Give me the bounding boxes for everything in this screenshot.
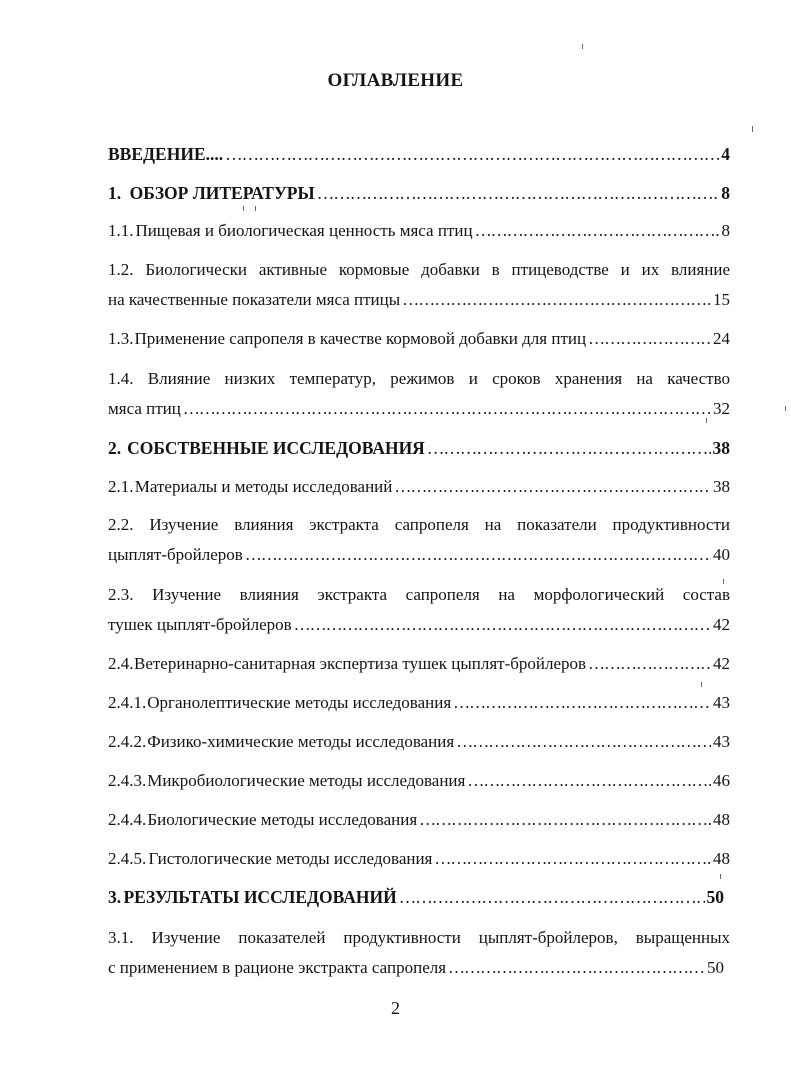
dot-leader: [434, 846, 711, 872]
toc-entry-page: 32: [713, 399, 730, 418]
toc-entry-page: 50: [706, 887, 724, 907]
toc-entry-2-4-4: [108, 807, 730, 833]
toc-entry-text: Изучение влияния экстракта сапропеля на морфологический состав: [152, 585, 731, 604]
dot-leader: [419, 807, 711, 833]
toc-entry-2-4: [108, 651, 730, 677]
toc-entry-page: 8: [721, 183, 730, 203]
toc-entry-2-4-3: [108, 768, 730, 794]
scan-speck: [243, 206, 244, 211]
toc-entry-1-2-line-1: [108, 257, 730, 283]
toc-entry-text: Физико-химические методы исследования: [147, 732, 455, 751]
toc-entry-3-1-line-2: [108, 955, 724, 981]
toc-entry-page: 8: [721, 221, 730, 240]
toc-entry-page: 43: [713, 732, 730, 751]
toc-entry-number: 2.3.: [108, 585, 134, 604]
toc-entry-number: 3.: [108, 887, 122, 907]
toc-entry-number: 2.4.2.: [108, 732, 147, 751]
toc-entry-text: ОБЗОР ЛИТЕРАТУРЫ: [129, 183, 315, 203]
toc-entry-text: Микробиологические методы исследования: [147, 771, 466, 790]
dot-leader: [448, 955, 705, 981]
toc-entry-text: РЕЗУЛЬТАТЫ ИССЛЕДОВАНИЙ: [123, 887, 397, 907]
toc-entry-2-3-line-2: [108, 612, 730, 638]
dot-leader: [453, 690, 711, 716]
toc-entry-page: 4: [721, 144, 730, 164]
toc-entry-number: 2.1.: [108, 477, 134, 496]
toc-entry-2-1: [108, 474, 730, 500]
toc-entry-text: Ветеринарно-санитарная экспертиза тушек цыплят-бройлеров: [133, 654, 587, 673]
toc-entry-number: 2.4.4.: [108, 810, 147, 829]
scan-speck: [723, 579, 724, 584]
page-number: 2: [391, 998, 400, 1018]
toc-entry-text: Органолептические методы исследования: [147, 693, 452, 712]
toc-entry-text: Биологически активные кормовые добавки в птицеводстве и их влияние: [145, 260, 731, 279]
toc-entry-number: 2.4.1.: [108, 693, 147, 712]
toc-entry-page: 48: [713, 849, 730, 868]
dot-leader: [588, 651, 711, 677]
toc-entry-text: цыплят-бройлеров: [108, 545, 243, 564]
dot-leader: [225, 141, 719, 167]
scan-speck: [706, 418, 707, 423]
dot-leader: [399, 884, 705, 910]
toc-entry-text: Гистологические методы исследования: [148, 849, 433, 868]
toc-entry-2-4-1: [108, 690, 730, 716]
toc-entry-2-2-line-1: [108, 512, 730, 538]
toc-entry-page: 42: [713, 615, 730, 634]
dot-leader: [245, 542, 711, 568]
toc-entry-page: 15: [713, 290, 730, 309]
scan-speck: [255, 206, 256, 211]
toc-entry-number: 2.4.5.: [108, 849, 147, 868]
toc-entry-number: 2.4.3.: [108, 771, 147, 790]
dot-leader: [588, 326, 711, 352]
toc-entry-number: 1.4.: [108, 369, 134, 388]
toc-entry-page: 42: [713, 654, 730, 673]
toc-entry-text: СОБСТВЕННЫЕ ИССЛЕДОВАНИЯ: [127, 438, 425, 458]
toc-entry-text: Применение сапропеля в качестве кормовой добавки для птиц: [134, 329, 587, 348]
toc-entry-page: 24: [713, 329, 730, 348]
dot-leader: [475, 218, 720, 244]
scan-speck: [701, 682, 702, 687]
toc-entry-number: 2.: [108, 438, 122, 458]
toc-entry-chapter-2: [108, 435, 730, 461]
toc-entry-1-4-line-2: [108, 396, 730, 422]
dot-leader: [317, 180, 720, 206]
toc-entry-page: 38: [712, 438, 730, 458]
toc-entry-text: Биологические методы исследования: [147, 810, 418, 829]
dot-leader: [467, 768, 711, 794]
toc-entry-2-4-2: [108, 729, 730, 755]
toc-entry-text: ВВЕДЕНИЕ....: [108, 144, 224, 164]
toc-entry-number: 1.1.: [108, 221, 134, 240]
toc-entry-text: Изучение влияния экстракта сапропеля на показатели продуктивности: [149, 515, 730, 534]
toc-entry-2-4-5: [108, 846, 730, 872]
page-title: ОГЛАВЛЕНИЕ: [327, 70, 464, 91]
toc-entry-number: 1.3.: [108, 329, 134, 348]
scan-speck: [582, 44, 583, 49]
toc-entry-chapter-3: [108, 884, 724, 910]
toc-entry-1-4-line-1: [108, 366, 730, 392]
toc-entry-number: 1.: [108, 183, 122, 203]
dot-leader: [402, 287, 711, 313]
toc-entry-number: 2.2.: [108, 515, 134, 534]
toc-entry-page: 46: [713, 771, 730, 790]
toc-entry-page: 50: [707, 958, 724, 977]
toc-entry-introduction: [108, 141, 730, 167]
scan-speck: [720, 874, 721, 879]
toc-entry-number: 1.2.: [108, 260, 134, 279]
scan-speck: [785, 406, 786, 411]
toc-entry-page: 43: [713, 693, 730, 712]
toc-entry-text: на качественные показатели мяса птицы: [108, 290, 401, 309]
toc-entry-text: Влияние низких температур, режимов и сроков хранения на качество: [147, 369, 731, 388]
toc-entry-page: 40: [713, 545, 730, 564]
toc-entry-text: тушек цыплят-бройлеров: [108, 615, 292, 634]
toc-entry-text: Изучение показателей продуктивности цыплят-бройлеров, выращенных: [151, 928, 731, 947]
toc-entry-chapter-1: [108, 180, 730, 206]
toc-entry-1-1: [108, 218, 730, 244]
toc-entry-number: 2.4.: [108, 654, 134, 673]
toc-entry-text: Пищевая и биологическая ценность мяса птиц: [135, 221, 473, 240]
toc-entry-2-3-line-1: [108, 582, 730, 608]
toc-entry-page: 48: [713, 810, 730, 829]
dot-leader: [394, 474, 711, 500]
toc-entry-1-2-line-2: [108, 287, 730, 313]
toc-entry-page: 38: [713, 477, 730, 496]
dot-leader: [294, 612, 711, 638]
toc-entry-text: мяса птиц: [108, 399, 181, 418]
toc-entry-number: 3.1.: [108, 928, 134, 947]
dot-leader: [427, 435, 711, 461]
toc-entry-text: Материалы и методы исследований: [134, 477, 393, 496]
dot-leader: [183, 396, 711, 422]
toc-entry-2-2-line-2: [108, 542, 730, 568]
dot-leader: [456, 729, 711, 755]
scan-speck: [752, 126, 753, 132]
toc-entry-text: с применением в рационе экстракта сапропеля: [108, 958, 447, 977]
toc-entry-3-1-line-1: [108, 925, 730, 951]
toc-entry-1-3: [108, 326, 730, 352]
